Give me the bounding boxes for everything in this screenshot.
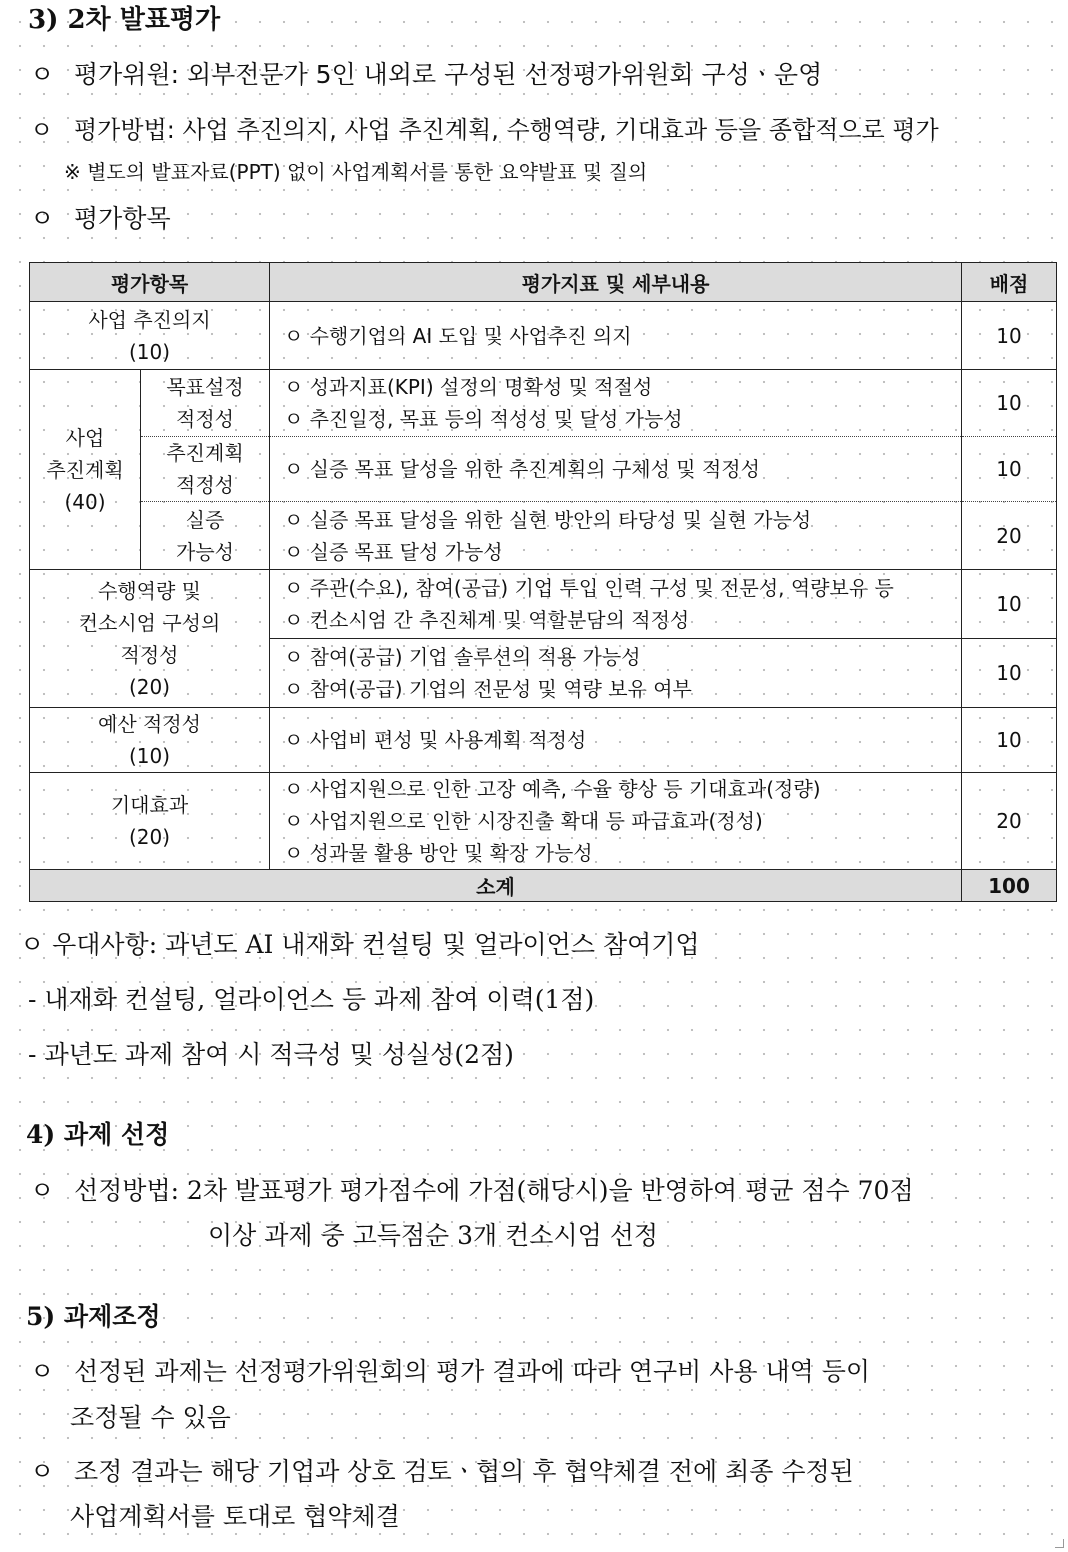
subcategory-label: 목표설정 bbox=[166, 375, 244, 399]
adjustment-paragraph-1-line-2: 조정될 수 있음 bbox=[70, 1403, 231, 1432]
table-row bbox=[30, 570, 1057, 639]
category-cell bbox=[30, 708, 270, 773]
group-cell bbox=[30, 370, 141, 570]
table-row bbox=[30, 708, 1057, 773]
header-score: 배점 bbox=[962, 263, 1057, 302]
indicator-line: ㅇ 참여(공급) 기업 솔루션의 적용 가능성 bbox=[284, 645, 641, 669]
group-score: (40) bbox=[64, 489, 106, 514]
table-header-row bbox=[30, 263, 1057, 302]
section-3-heading: 3) 2차 발표평가 bbox=[28, 5, 221, 35]
indicator-cell bbox=[270, 437, 962, 502]
members-label: 평가위원: bbox=[74, 60, 180, 89]
bullet: ㅇ bbox=[30, 1357, 55, 1386]
bullet: ㅇ bbox=[30, 1457, 55, 1486]
score-cell: 20 bbox=[962, 773, 1057, 870]
header-category: 평가항목 bbox=[30, 263, 270, 302]
indicator-cell bbox=[270, 639, 962, 708]
selection-label: 선정방법: bbox=[74, 1176, 180, 1205]
indicator-cell bbox=[270, 302, 962, 370]
subcategory-label: 실증 bbox=[185, 507, 225, 532]
category-cell bbox=[30, 302, 270, 370]
group-label: 사업 bbox=[65, 425, 105, 450]
indicator-cell bbox=[270, 708, 962, 773]
evaluation-table bbox=[29, 262, 1057, 902]
bullet: ㅇ bbox=[30, 116, 54, 144]
indicator-line: ㅇ 실증 목표 달성을 위한 실현 방안의 타당성 및 실현 가능성 bbox=[284, 507, 812, 532]
score-cell: 10 bbox=[962, 570, 1057, 639]
category-score: (20) bbox=[128, 825, 171, 849]
method-label: 평가방법: bbox=[74, 116, 175, 144]
indicator-line: ㅇ 사업지원으로 인한 시장진출 확대 등 파급효과(정성) bbox=[284, 809, 763, 833]
method-text: 사업 추진의지, 사업 추진계획, 수행역량, 기대효과 등을 종합적으로 평가 bbox=[182, 116, 939, 144]
indicator-line: ㅇ 실증 목표 달성을 위한 추진계획의 구체성 및 적정성 bbox=[284, 457, 760, 481]
table-row bbox=[30, 370, 1057, 437]
adjustment-paragraph-1 bbox=[30, 1357, 870, 1387]
indicator-line: ㅇ 참여(공급) 기업의 전문성 및 역량 보유 여부 bbox=[284, 677, 692, 701]
group-label-sub: 추진계획 bbox=[46, 457, 124, 482]
indicator-line: ㅇ 성과물 활용 방안 및 확장 가능성 bbox=[284, 841, 593, 865]
section-5-heading: 5) 과제조정 bbox=[26, 1302, 161, 1331]
bonus-item-2: - 과년도 과제 참여 시 적극성 및 성실성(2점) bbox=[28, 1040, 514, 1069]
indicator-line: ㅇ 컨소시엄 간 추진체계 및 역할분담의 적정성 bbox=[284, 608, 690, 632]
page-corner-marker bbox=[1055, 1539, 1064, 1548]
score-cell: 10 bbox=[962, 437, 1057, 502]
table-row bbox=[30, 302, 1057, 370]
category-label: 기대효과 bbox=[110, 793, 189, 817]
indicator-cell bbox=[270, 502, 962, 570]
indicator-cell bbox=[270, 773, 962, 870]
category-label: 예산 적정성 bbox=[98, 712, 201, 736]
indicator-line: ㅇ 실증 목표 달성 가능성 bbox=[284, 539, 503, 564]
indicator-cell bbox=[270, 370, 962, 437]
selection-text-line-2: 이상 과제 중 고득점순 3개 컨소시엄 선정 bbox=[208, 1221, 658, 1250]
indicator-line: ㅇ 주관(수요), 참여(공급) 기업 투입 인력 구성 및 전문성, 역량보유 등 bbox=[284, 576, 894, 600]
indicator-line: ㅇ 사업지원으로 인한 고장 예측, 수율 향상 등 기대효과(정량) bbox=[284, 777, 821, 801]
bonus-title: ㅇ 우대사항: 과년도 AI 내재화 컨설팅 및 얼라이언스 참여기업 bbox=[20, 930, 700, 959]
bullet: ㅇ bbox=[30, 204, 55, 233]
section-4-heading: 4) 과제 선정 bbox=[26, 1120, 170, 1149]
score-cell: 10 bbox=[962, 639, 1057, 708]
bullet: ㅇ bbox=[30, 60, 55, 89]
selection-text: 2차 발표평가 평가점수에 가점(해당시)을 반영하여 평균 점수 70점 bbox=[186, 1176, 914, 1205]
subcategory-label-sub: 적정성 bbox=[176, 473, 234, 497]
subcategory-label-sub: 적정성 bbox=[176, 407, 234, 431]
bonus-item-1: - 내재화 컨설팅, 얼라이언스 등 과제 참여 이력(1점) bbox=[28, 985, 595, 1014]
table-total-row bbox=[30, 870, 1057, 902]
adjustment-text: 조정 결과는 해당 기업과 상호 검토ㆍ협의 후 협약체결 전에 최종 수정된 bbox=[74, 1457, 854, 1486]
adjustment-paragraph-2-line-2: 사업계획서를 토대로 협약체결 bbox=[70, 1502, 400, 1531]
category-label-line2: 컨소시엄 구성의 bbox=[78, 610, 221, 635]
category-score: (10) bbox=[128, 744, 171, 768]
selection-method-line bbox=[30, 1176, 914, 1206]
category-label: 사업 추진의지 bbox=[88, 307, 211, 332]
category-score: (20) bbox=[128, 674, 171, 699]
subcategory-cell bbox=[141, 502, 270, 570]
table-row bbox=[30, 502, 1057, 570]
indicator-line: ㅇ 성과지표(KPI) 설정의 명확성 및 적절성 bbox=[284, 375, 653, 399]
category-score: (10) bbox=[128, 339, 171, 364]
items-label: 평가항목 bbox=[74, 204, 171, 233]
indicator-line: ㅇ 수행기업의 AI 도입 및 사업추진 의지 bbox=[284, 323, 632, 348]
total-score: 100 bbox=[962, 870, 1057, 902]
members-text: 외부전문가 5인 내외로 구성된 선정평가위원회 구성ㆍ운영 bbox=[186, 60, 823, 89]
category-label-line3: 적정성 bbox=[120, 642, 179, 667]
total-label: 소계 bbox=[30, 870, 962, 902]
indicator-line: ㅇ 사업비 편성 및 사용계획 적정성 bbox=[284, 728, 587, 752]
adjustment-paragraph-2 bbox=[30, 1457, 854, 1487]
category-cell bbox=[30, 570, 270, 708]
indicator-line: ㅇ 추진일정, 목표 등의 적성성 및 달성 가능성 bbox=[284, 407, 683, 431]
evaluation-items-line bbox=[30, 204, 171, 234]
bullet: ㅇ bbox=[30, 1176, 55, 1205]
score-cell: 10 bbox=[962, 370, 1057, 437]
score-cell: 10 bbox=[962, 302, 1057, 370]
score-cell: 20 bbox=[962, 502, 1057, 570]
table-row bbox=[30, 437, 1057, 502]
indicator-cell bbox=[270, 570, 962, 639]
subcategory-cell bbox=[141, 437, 270, 502]
method-note: ※ 별도의 발표자료(PPT) 없이 사업계획서를 통한 요약발표 및 질의 bbox=[64, 160, 648, 184]
header-indicators: 평가지표 및 세부내용 bbox=[270, 263, 962, 302]
adjustment-text: 선정된 과제는 선정평가위원회의 평가 결과에 따라 연구비 사용 내역 등이 bbox=[74, 1357, 871, 1386]
subcategory-cell bbox=[141, 370, 270, 437]
subcategory-label-sub: 가능성 bbox=[176, 539, 234, 564]
score-cell: 10 bbox=[962, 708, 1057, 773]
evaluation-members-line bbox=[30, 60, 822, 90]
category-cell bbox=[30, 773, 270, 870]
category-label: 수행역량 및 bbox=[98, 578, 201, 603]
table-row bbox=[30, 773, 1057, 870]
evaluation-method-line bbox=[30, 116, 939, 145]
subcategory-label: 추진계획 bbox=[166, 441, 244, 465]
